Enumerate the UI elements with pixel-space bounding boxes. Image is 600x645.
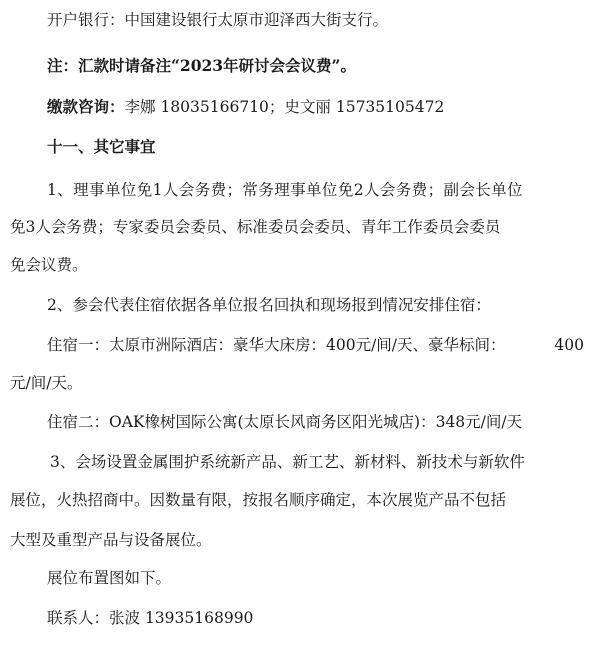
inquiry-line — [47, 97, 444, 117]
lodging1-line1 — [47, 335, 584, 355]
remittance-note: 注：汇款时请备注“2023年研讨会会议费”。 — [47, 56, 356, 75]
item3-line3: 大型及重型产品与设备展位。 — [10, 531, 212, 549]
contact-line — [47, 608, 253, 628]
bank-value: 中国建设银行太原市迎泽西大街支行。 — [124, 11, 389, 29]
item1-line1: 1、理事单位免1人会务费；常务理事单位免2人会务费；副会长单位 — [47, 181, 523, 199]
booth-layout-line: 展位布置图如下。 — [47, 569, 172, 587]
item2-line: 2、参会代表住宿依据各单位报名回执和现场报到情况安排住宿： — [47, 296, 491, 314]
bank-label: 开户银行： — [47, 11, 125, 29]
inquiry-value: 李娜 18035166710；史文丽 15735105472 — [124, 98, 445, 116]
item3-line1: 3、会场设置金属围护系统新产品、新工艺、新材料、新技术与新软件 — [50, 453, 525, 471]
lodging1-text: 住宿一：太原市洲际酒店：豪华大床房：400元/间/天、豪华标间： — [47, 336, 506, 354]
item1-line3: 免会议费。 — [10, 256, 88, 274]
bank-line — [47, 10, 388, 30]
lodging1-line2: 元/间/天。 — [10, 374, 83, 392]
inquiry-label: 缴款咨询： — [47, 97, 125, 116]
lodging2-line: 住宿二：OAK橡树国际公寓(太原长风商务区阳光城店)：348元/间/天 — [47, 413, 523, 431]
section-heading: 十一、其它事宜 — [47, 137, 156, 156]
contact-value: 张波 13935168990 — [109, 609, 254, 627]
item3-line2: 展位，火热招商中。因数量有限，按报名顺序确定，本次展览产品不包括 — [10, 491, 507, 509]
contact-label: 联系人： — [47, 609, 110, 627]
item1-line2: 免3人会务费；专家委员会委员、标准委员会委员、青年工作委员会委员 — [10, 218, 501, 236]
lodging1-price: 400 — [554, 336, 584, 354]
